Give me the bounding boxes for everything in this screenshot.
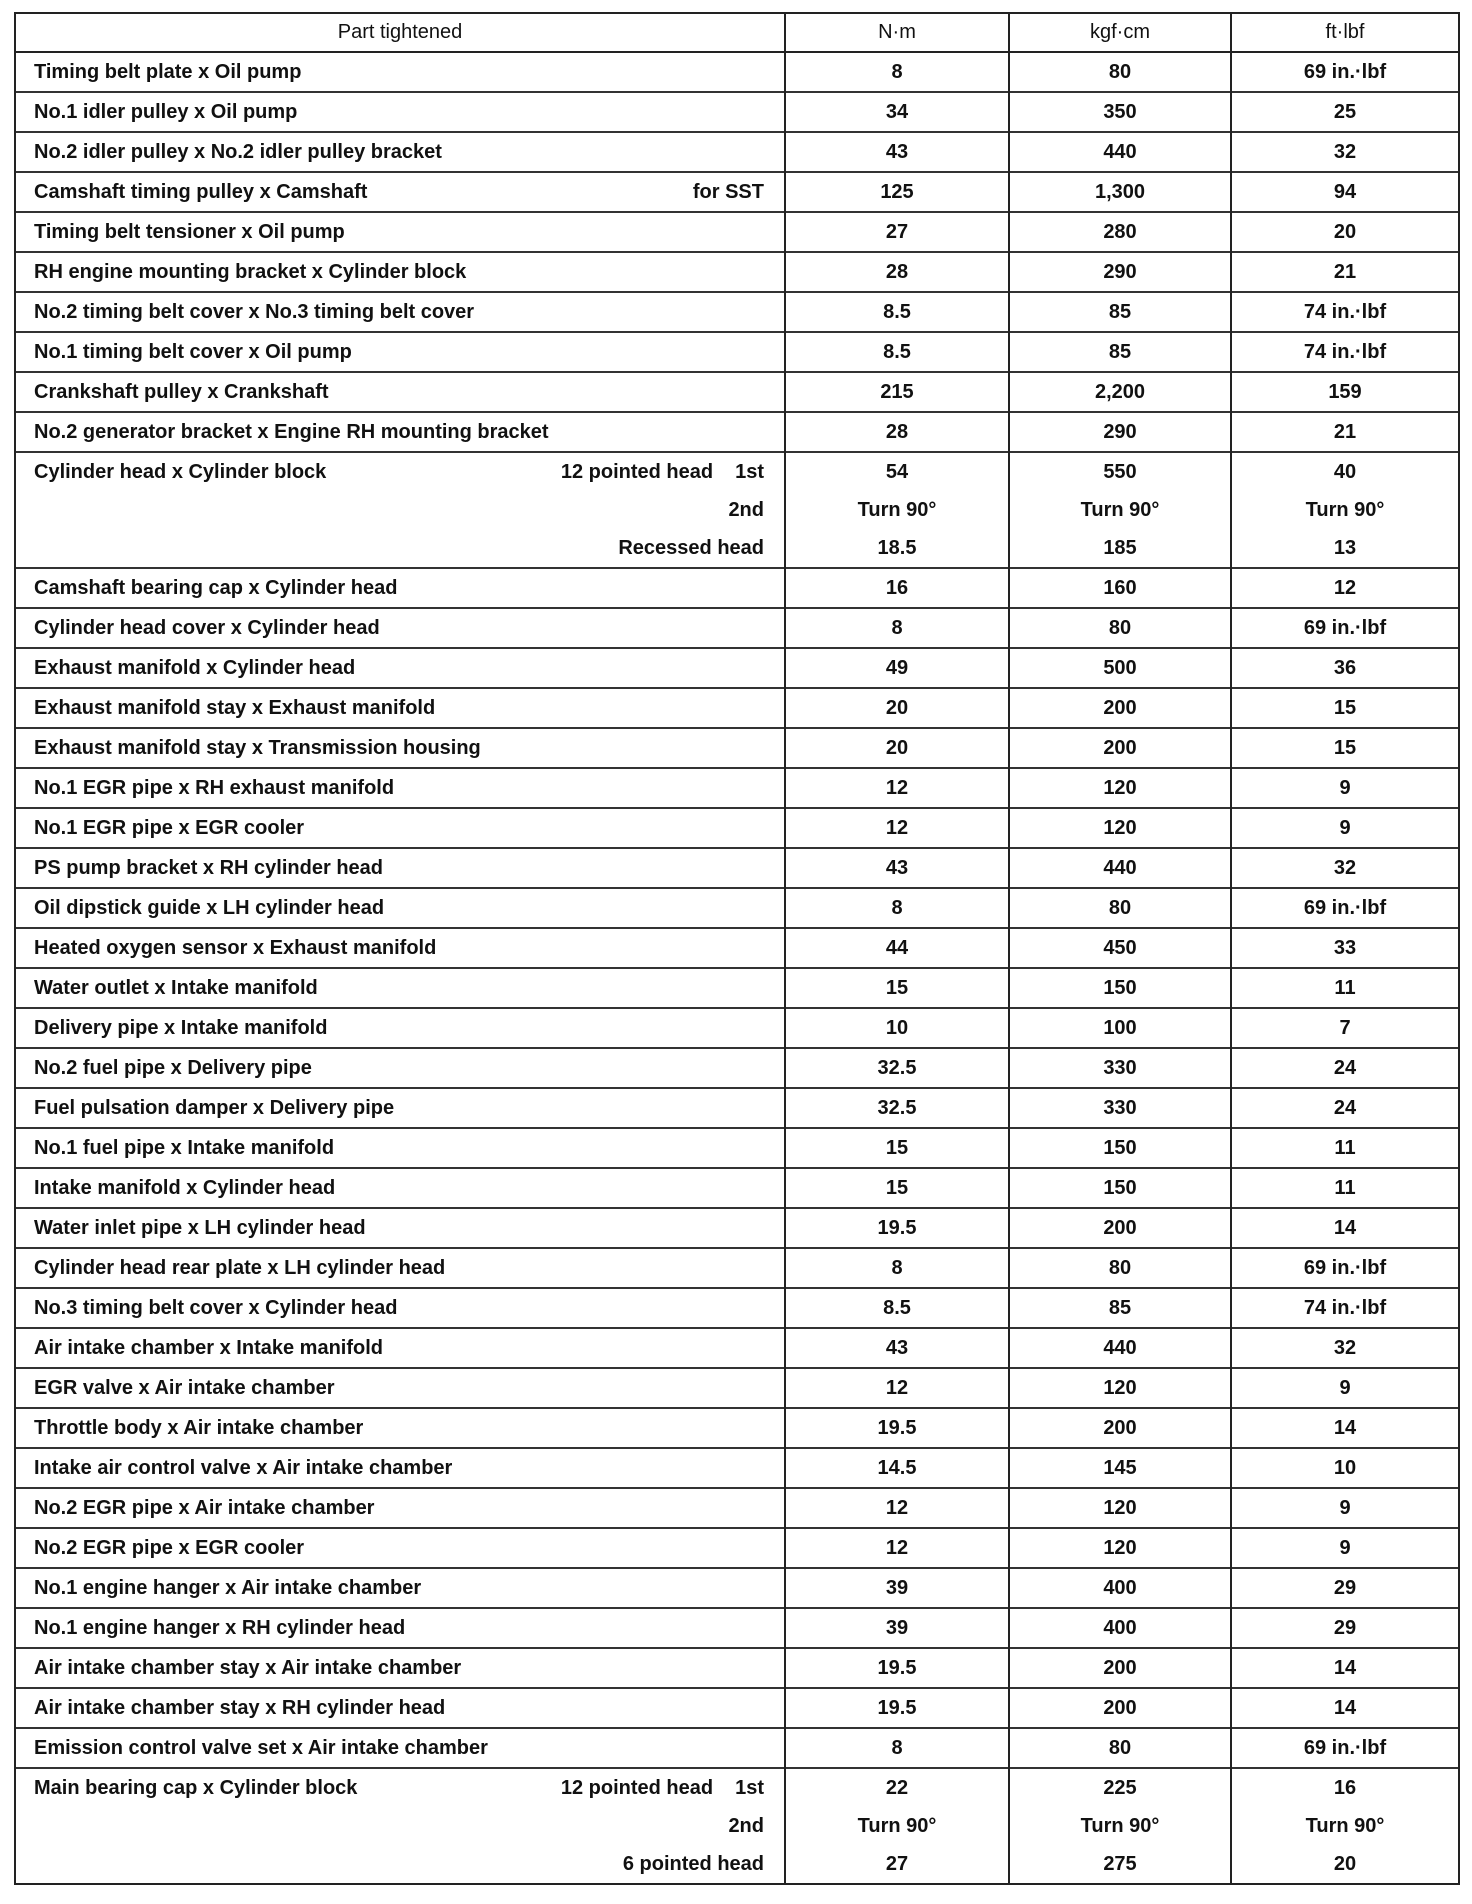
part-cell: [15, 1048, 785, 1088]
value-ft: 32: [1231, 132, 1459, 172]
value-nm: 20: [785, 728, 1009, 768]
table-row: [15, 1728, 1459, 1768]
value-ft: 11: [1231, 1168, 1459, 1208]
part-condition: [623, 1853, 764, 1876]
value-ft: 20: [1231, 212, 1459, 252]
value-ft: 40: [1231, 452, 1459, 491]
value-kgf: 150: [1009, 1168, 1231, 1208]
value-kgf: 80: [1009, 608, 1231, 648]
value-ft: 7: [1231, 1008, 1459, 1048]
value-ft: 11: [1231, 968, 1459, 1008]
part-name: No.2 fuel pipe x Delivery pipe: [34, 1056, 312, 1079]
part-cell: [15, 1168, 785, 1208]
value-ft: 74 in.·lbf: [1231, 292, 1459, 332]
value-ft: 9: [1231, 808, 1459, 848]
part-cell: [15, 808, 785, 848]
table-row: [15, 808, 1459, 848]
part-cell: [15, 52, 785, 92]
value-ft: 69 in.·lbf: [1231, 52, 1459, 92]
value-ft: 74 in.·lbf: [1231, 332, 1459, 372]
value-nm: Turn 90°: [785, 1807, 1009, 1845]
value-kgf: 120: [1009, 1528, 1231, 1568]
value-nm: 43: [785, 132, 1009, 172]
value-nm: 32.5: [785, 1088, 1009, 1128]
part-cell: [15, 332, 785, 372]
value-ft: 11: [1231, 1128, 1459, 1168]
part-name: No.1 idler pulley x Oil pump: [34, 100, 298, 123]
table-row: [15, 1288, 1459, 1328]
header-nm: N·m: [785, 13, 1009, 52]
condition-label: 12 pointed head: [560, 1776, 714, 1799]
part-name: EGR valve x Air intake chamber: [34, 1376, 335, 1399]
part-cell: [15, 252, 785, 292]
value-nm: 8: [785, 52, 1009, 92]
table-row: [15, 1368, 1459, 1408]
header-part: Part tightened: [15, 13, 785, 52]
value-ft: 25: [1231, 92, 1459, 132]
value-nm: 43: [785, 1328, 1009, 1368]
value-ft: 21: [1231, 252, 1459, 292]
table-row: [15, 1448, 1459, 1488]
part-name: No.2 EGR pipe x EGR cooler: [34, 1536, 305, 1559]
value-kgf: 440: [1009, 848, 1231, 888]
table-row: [15, 212, 1459, 252]
value-ft: 33: [1231, 928, 1459, 968]
part-name: No.2 timing belt cover x No.3 timing belt cover: [34, 300, 475, 323]
table-row: [15, 1688, 1459, 1728]
value-kgf: 330: [1009, 1088, 1231, 1128]
table-row: [15, 968, 1459, 1008]
part-name: Intake manifold x Cylinder head: [34, 1176, 336, 1199]
value-nm: 12: [785, 1528, 1009, 1568]
value-nm: 12: [785, 768, 1009, 808]
value-kgf: 440: [1009, 132, 1231, 172]
table-row: [15, 568, 1459, 608]
value-nm: 8: [785, 1248, 1009, 1288]
part-cell: [15, 1528, 785, 1568]
value-ft: Turn 90°: [1231, 1807, 1459, 1845]
value-ft: 20: [1231, 1845, 1459, 1884]
table-row: [15, 1208, 1459, 1248]
value-kgf: Turn 90°: [1009, 491, 1231, 529]
part-cell: [15, 92, 785, 132]
part-cell: [15, 491, 785, 529]
table-row: [15, 728, 1459, 768]
part-cell: [15, 1088, 785, 1128]
table-row: [15, 1568, 1459, 1608]
value-nm: 14.5: [785, 1448, 1009, 1488]
table-row: [15, 1845, 1459, 1884]
value-kgf: 80: [1009, 888, 1231, 928]
part-cell: [15, 1568, 785, 1608]
table-row: [15, 52, 1459, 92]
part-name: Air intake chamber stay x RH cylinder head: [34, 1696, 446, 1719]
table-row: [15, 888, 1459, 928]
part-condition: [618, 537, 764, 560]
table-row: [15, 92, 1459, 132]
value-kgf: Turn 90°: [1009, 1807, 1231, 1845]
part-name: Air intake chamber x Intake manifold: [34, 1336, 383, 1359]
table-row: [15, 608, 1459, 648]
value-ft: 24: [1231, 1088, 1459, 1128]
value-kgf: 120: [1009, 1368, 1231, 1408]
torque-spec-table: [14, 12, 1460, 1885]
part-condition: [693, 181, 764, 204]
value-ft: 15: [1231, 688, 1459, 728]
value-nm: 18.5: [785, 529, 1009, 568]
part-cell: [15, 172, 785, 212]
part-cell: [15, 688, 785, 728]
value-nm: 22: [785, 1768, 1009, 1807]
value-nm: 20: [785, 688, 1009, 728]
value-ft: 14: [1231, 1208, 1459, 1248]
value-ft: 10: [1231, 1448, 1459, 1488]
step-label: 2nd: [728, 1814, 764, 1837]
value-ft: 14: [1231, 1648, 1459, 1688]
value-kgf: 80: [1009, 52, 1231, 92]
value-kgf: 145: [1009, 1448, 1231, 1488]
part-cell: [15, 132, 785, 172]
part-cell: [15, 452, 785, 491]
value-nm: 27: [785, 212, 1009, 252]
part-cell: [15, 768, 785, 808]
table-row: [15, 1488, 1459, 1528]
value-kgf: 200: [1009, 1408, 1231, 1448]
value-nm: 8: [785, 1728, 1009, 1768]
value-nm: 15: [785, 1128, 1009, 1168]
value-kgf: 290: [1009, 412, 1231, 452]
value-kgf: 200: [1009, 1208, 1231, 1248]
value-ft: 74 in.·lbf: [1231, 1288, 1459, 1328]
condition-label: 12 pointed head: [560, 460, 714, 483]
table-row: [15, 1648, 1459, 1688]
value-kgf: 2,200: [1009, 372, 1231, 412]
value-ft: 32: [1231, 1328, 1459, 1368]
value-kgf: 275: [1009, 1845, 1231, 1884]
header-row: [15, 13, 1459, 52]
part-name: Oil dipstick guide x LH cylinder head: [34, 896, 385, 919]
value-ft: 12: [1231, 568, 1459, 608]
table-row: [15, 1008, 1459, 1048]
value-ft: 69 in.·lbf: [1231, 1248, 1459, 1288]
value-ft: Turn 90°: [1231, 491, 1459, 529]
part-name: Cylinder head cover x Cylinder head: [34, 616, 380, 639]
part-name: No.2 EGR pipe x Air intake chamber: [34, 1496, 375, 1519]
part-name: Heated oxygen sensor x Exhaust manifold: [34, 936, 437, 959]
value-ft: 94: [1231, 172, 1459, 212]
part-name: No.1 engine hanger x RH cylinder head: [34, 1616, 406, 1639]
part-cell: [15, 1008, 785, 1048]
value-nm: 19.5: [785, 1688, 1009, 1728]
part-cell: [15, 928, 785, 968]
part-cell: [15, 1368, 785, 1408]
value-nm: 19.5: [785, 1408, 1009, 1448]
value-nm: 12: [785, 1368, 1009, 1408]
value-nm: 125: [785, 172, 1009, 212]
part-name: No.2 idler pulley x No.2 idler pulley bracket: [34, 140, 442, 163]
table-row: [15, 1088, 1459, 1128]
value-nm: 8: [785, 608, 1009, 648]
value-kgf: 450: [1009, 928, 1231, 968]
value-nm: 43: [785, 848, 1009, 888]
value-nm: 54: [785, 452, 1009, 491]
part-name: No.1 fuel pipe x Intake manifold: [34, 1136, 335, 1159]
value-kgf: 330: [1009, 1048, 1231, 1088]
value-nm: Turn 90°: [785, 491, 1009, 529]
table-row: [15, 688, 1459, 728]
part-cell: [15, 888, 785, 928]
condition-label: 6 pointed head: [622, 1852, 764, 1875]
value-kgf: 290: [1009, 252, 1231, 292]
value-nm: 10: [785, 1008, 1009, 1048]
part-cell: [15, 1248, 785, 1288]
value-nm: 215: [785, 372, 1009, 412]
value-kgf: 120: [1009, 768, 1231, 808]
value-ft: 9: [1231, 768, 1459, 808]
part-name: Timing belt plate x Oil pump: [34, 60, 302, 83]
table-row: [15, 1408, 1459, 1448]
value-nm: 8: [785, 888, 1009, 928]
part-condition: [706, 499, 764, 522]
value-kgf: 500: [1009, 648, 1231, 688]
part-condition: [561, 461, 764, 484]
part-name: Camshaft timing pulley x Camshaft: [34, 180, 368, 203]
table-row: [15, 491, 1459, 529]
part-cell: [15, 1288, 785, 1328]
value-kgf: 80: [1009, 1248, 1231, 1288]
value-ft: 14: [1231, 1688, 1459, 1728]
part-name: Water outlet x Intake manifold: [34, 976, 318, 999]
value-kgf: 225: [1009, 1768, 1231, 1807]
part-name: No.1 EGR pipe x RH exhaust manifold: [34, 776, 395, 799]
part-cell: [15, 292, 785, 332]
value-nm: 28: [785, 252, 1009, 292]
part-cell: [15, 1728, 785, 1768]
table-row: [15, 132, 1459, 172]
value-kgf: 150: [1009, 1128, 1231, 1168]
value-ft: 9: [1231, 1528, 1459, 1568]
value-kgf: 200: [1009, 688, 1231, 728]
part-name: No.2 generator bracket x Engine RH mounting bracket: [34, 420, 549, 443]
part-cell: [15, 728, 785, 768]
part-cell: [15, 1488, 785, 1528]
value-nm: 12: [785, 808, 1009, 848]
table-row: [15, 252, 1459, 292]
value-ft: 32: [1231, 848, 1459, 888]
value-kgf: 80: [1009, 1728, 1231, 1768]
part-name: RH engine mounting bracket x Cylinder block: [34, 260, 467, 283]
value-ft: 13: [1231, 529, 1459, 568]
table-row: [15, 1128, 1459, 1168]
part-name: Water inlet pipe x LH cylinder head: [34, 1216, 366, 1239]
part-condition: [561, 1777, 764, 1800]
part-cell: [15, 1768, 785, 1807]
table-row: [15, 648, 1459, 688]
part-cell: [15, 212, 785, 252]
header-ft: ft·lbf: [1231, 13, 1459, 52]
value-ft: 29: [1231, 1568, 1459, 1608]
part-cell: [15, 648, 785, 688]
value-kgf: 200: [1009, 728, 1231, 768]
value-ft: 69 in.·lbf: [1231, 1728, 1459, 1768]
value-ft: 15: [1231, 728, 1459, 768]
table-row: [15, 1768, 1459, 1807]
header-kgf: kgf·cm: [1009, 13, 1231, 52]
value-kgf: 120: [1009, 808, 1231, 848]
part-name: Cylinder head rear plate x LH cylinder head: [34, 1256, 446, 1279]
value-kgf: 280: [1009, 212, 1231, 252]
table-row: [15, 1048, 1459, 1088]
value-nm: 12: [785, 1488, 1009, 1528]
table-row: [15, 1328, 1459, 1368]
value-ft: 14: [1231, 1408, 1459, 1448]
value-nm: 39: [785, 1608, 1009, 1648]
value-nm: 27: [785, 1845, 1009, 1884]
part-cell: [15, 1328, 785, 1368]
part-cell: [15, 848, 785, 888]
table-row: [15, 1528, 1459, 1568]
value-nm: 8.5: [785, 292, 1009, 332]
table-row: [15, 292, 1459, 332]
value-nm: 39: [785, 1568, 1009, 1608]
condition-label: Recessed head: [618, 536, 764, 559]
table-row: [15, 1807, 1459, 1845]
value-ft: 159: [1231, 372, 1459, 412]
value-ft: 9: [1231, 1368, 1459, 1408]
value-ft: 69 in.·lbf: [1231, 888, 1459, 928]
value-kgf: 1,300: [1009, 172, 1231, 212]
value-nm: 8.5: [785, 332, 1009, 372]
value-ft: 9: [1231, 1488, 1459, 1528]
part-cell: [15, 1688, 785, 1728]
part-name: No.1 EGR pipe x EGR cooler: [34, 816, 305, 839]
value-kgf: 200: [1009, 1648, 1231, 1688]
part-name: Cylinder head x Cylinder block: [34, 460, 327, 483]
step-label: 1st: [735, 460, 764, 483]
table-row: [15, 452, 1459, 491]
part-cell: [15, 1648, 785, 1688]
part-name: Exhaust manifold stay x Transmission housing: [34, 736, 481, 759]
part-cell: [15, 568, 785, 608]
step-label: 1st: [735, 1776, 764, 1799]
table-row: [15, 332, 1459, 372]
value-kgf: 350: [1009, 92, 1231, 132]
value-ft: 21: [1231, 412, 1459, 452]
part-cell: [15, 1845, 785, 1884]
part-name: No.1 engine hanger x Air intake chamber: [34, 1576, 422, 1599]
condition-label: for SST: [692, 180, 764, 203]
part-name: Throttle body x Air intake chamber: [34, 1416, 364, 1439]
value-kgf: 85: [1009, 1288, 1231, 1328]
part-cell: [15, 412, 785, 452]
part-cell: [15, 968, 785, 1008]
value-nm: 49: [785, 648, 1009, 688]
table-row: [15, 172, 1459, 212]
part-cell: [15, 529, 785, 568]
value-ft: 69 in.·lbf: [1231, 608, 1459, 648]
value-nm: 32.5: [785, 1048, 1009, 1088]
table-row: [15, 372, 1459, 412]
value-nm: 44: [785, 928, 1009, 968]
value-kgf: 85: [1009, 292, 1231, 332]
table-row: [15, 412, 1459, 452]
part-cell: [15, 1807, 785, 1845]
part-cell: [15, 608, 785, 648]
part-name: Air intake chamber stay x Air intake chamber: [34, 1656, 462, 1679]
value-kgf: 400: [1009, 1608, 1231, 1648]
value-nm: 16: [785, 568, 1009, 608]
value-ft: 24: [1231, 1048, 1459, 1088]
value-nm: 34: [785, 92, 1009, 132]
part-name: Exhaust manifold stay x Exhaust manifold: [34, 696, 436, 719]
table-row: [15, 848, 1459, 888]
table-row: [15, 1608, 1459, 1648]
value-nm: 8.5: [785, 1288, 1009, 1328]
part-cell: [15, 1208, 785, 1248]
part-name: Camshaft bearing cap x Cylinder head: [34, 576, 398, 599]
part-name: Intake air control valve x Air intake chamber: [34, 1456, 453, 1479]
part-name: PS pump bracket x RH cylinder head: [34, 856, 383, 879]
part-condition: [706, 1815, 764, 1838]
value-kgf: 160: [1009, 568, 1231, 608]
value-kgf: 120: [1009, 1488, 1231, 1528]
value-nm: 15: [785, 1168, 1009, 1208]
value-ft: 36: [1231, 648, 1459, 688]
value-ft: 29: [1231, 1608, 1459, 1648]
part-name: Exhaust manifold x Cylinder head: [34, 656, 356, 679]
value-kgf: 440: [1009, 1328, 1231, 1368]
step-label: 2nd: [728, 498, 764, 521]
part-name: Delivery pipe x Intake manifold: [34, 1016, 328, 1039]
part-name: Main bearing cap x Cylinder block: [34, 1776, 358, 1799]
value-nm: 28: [785, 412, 1009, 452]
part-cell: [15, 1608, 785, 1648]
value-kgf: 85: [1009, 332, 1231, 372]
value-kgf: 400: [1009, 1568, 1231, 1608]
table-row: [15, 768, 1459, 808]
table-row: [15, 928, 1459, 968]
value-ft: 16: [1231, 1768, 1459, 1807]
value-nm: 19.5: [785, 1648, 1009, 1688]
value-kgf: 150: [1009, 968, 1231, 1008]
table-row: [15, 1168, 1459, 1208]
value-kgf: 200: [1009, 1688, 1231, 1728]
part-cell: [15, 1408, 785, 1448]
table-body: [15, 52, 1459, 1884]
part-name: Crankshaft pulley x Crankshaft: [34, 380, 329, 403]
value-kgf: 550: [1009, 452, 1231, 491]
value-kgf: 100: [1009, 1008, 1231, 1048]
part-name: Timing belt tensioner x Oil pump: [34, 220, 345, 243]
value-nm: 15: [785, 968, 1009, 1008]
table-row: [15, 529, 1459, 568]
part-cell: [15, 1128, 785, 1168]
part-cell: [15, 1448, 785, 1488]
part-name: No.1 timing belt cover x Oil pump: [34, 340, 352, 363]
part-cell: [15, 372, 785, 412]
value-kgf: 185: [1009, 529, 1231, 568]
value-nm: 19.5: [785, 1208, 1009, 1248]
part-name: Emission control valve set x Air intake chamber: [34, 1736, 488, 1759]
part-name: No.3 timing belt cover x Cylinder head: [34, 1296, 398, 1319]
part-name: Fuel pulsation damper x Delivery pipe: [34, 1096, 395, 1119]
table-row: [15, 1248, 1459, 1288]
